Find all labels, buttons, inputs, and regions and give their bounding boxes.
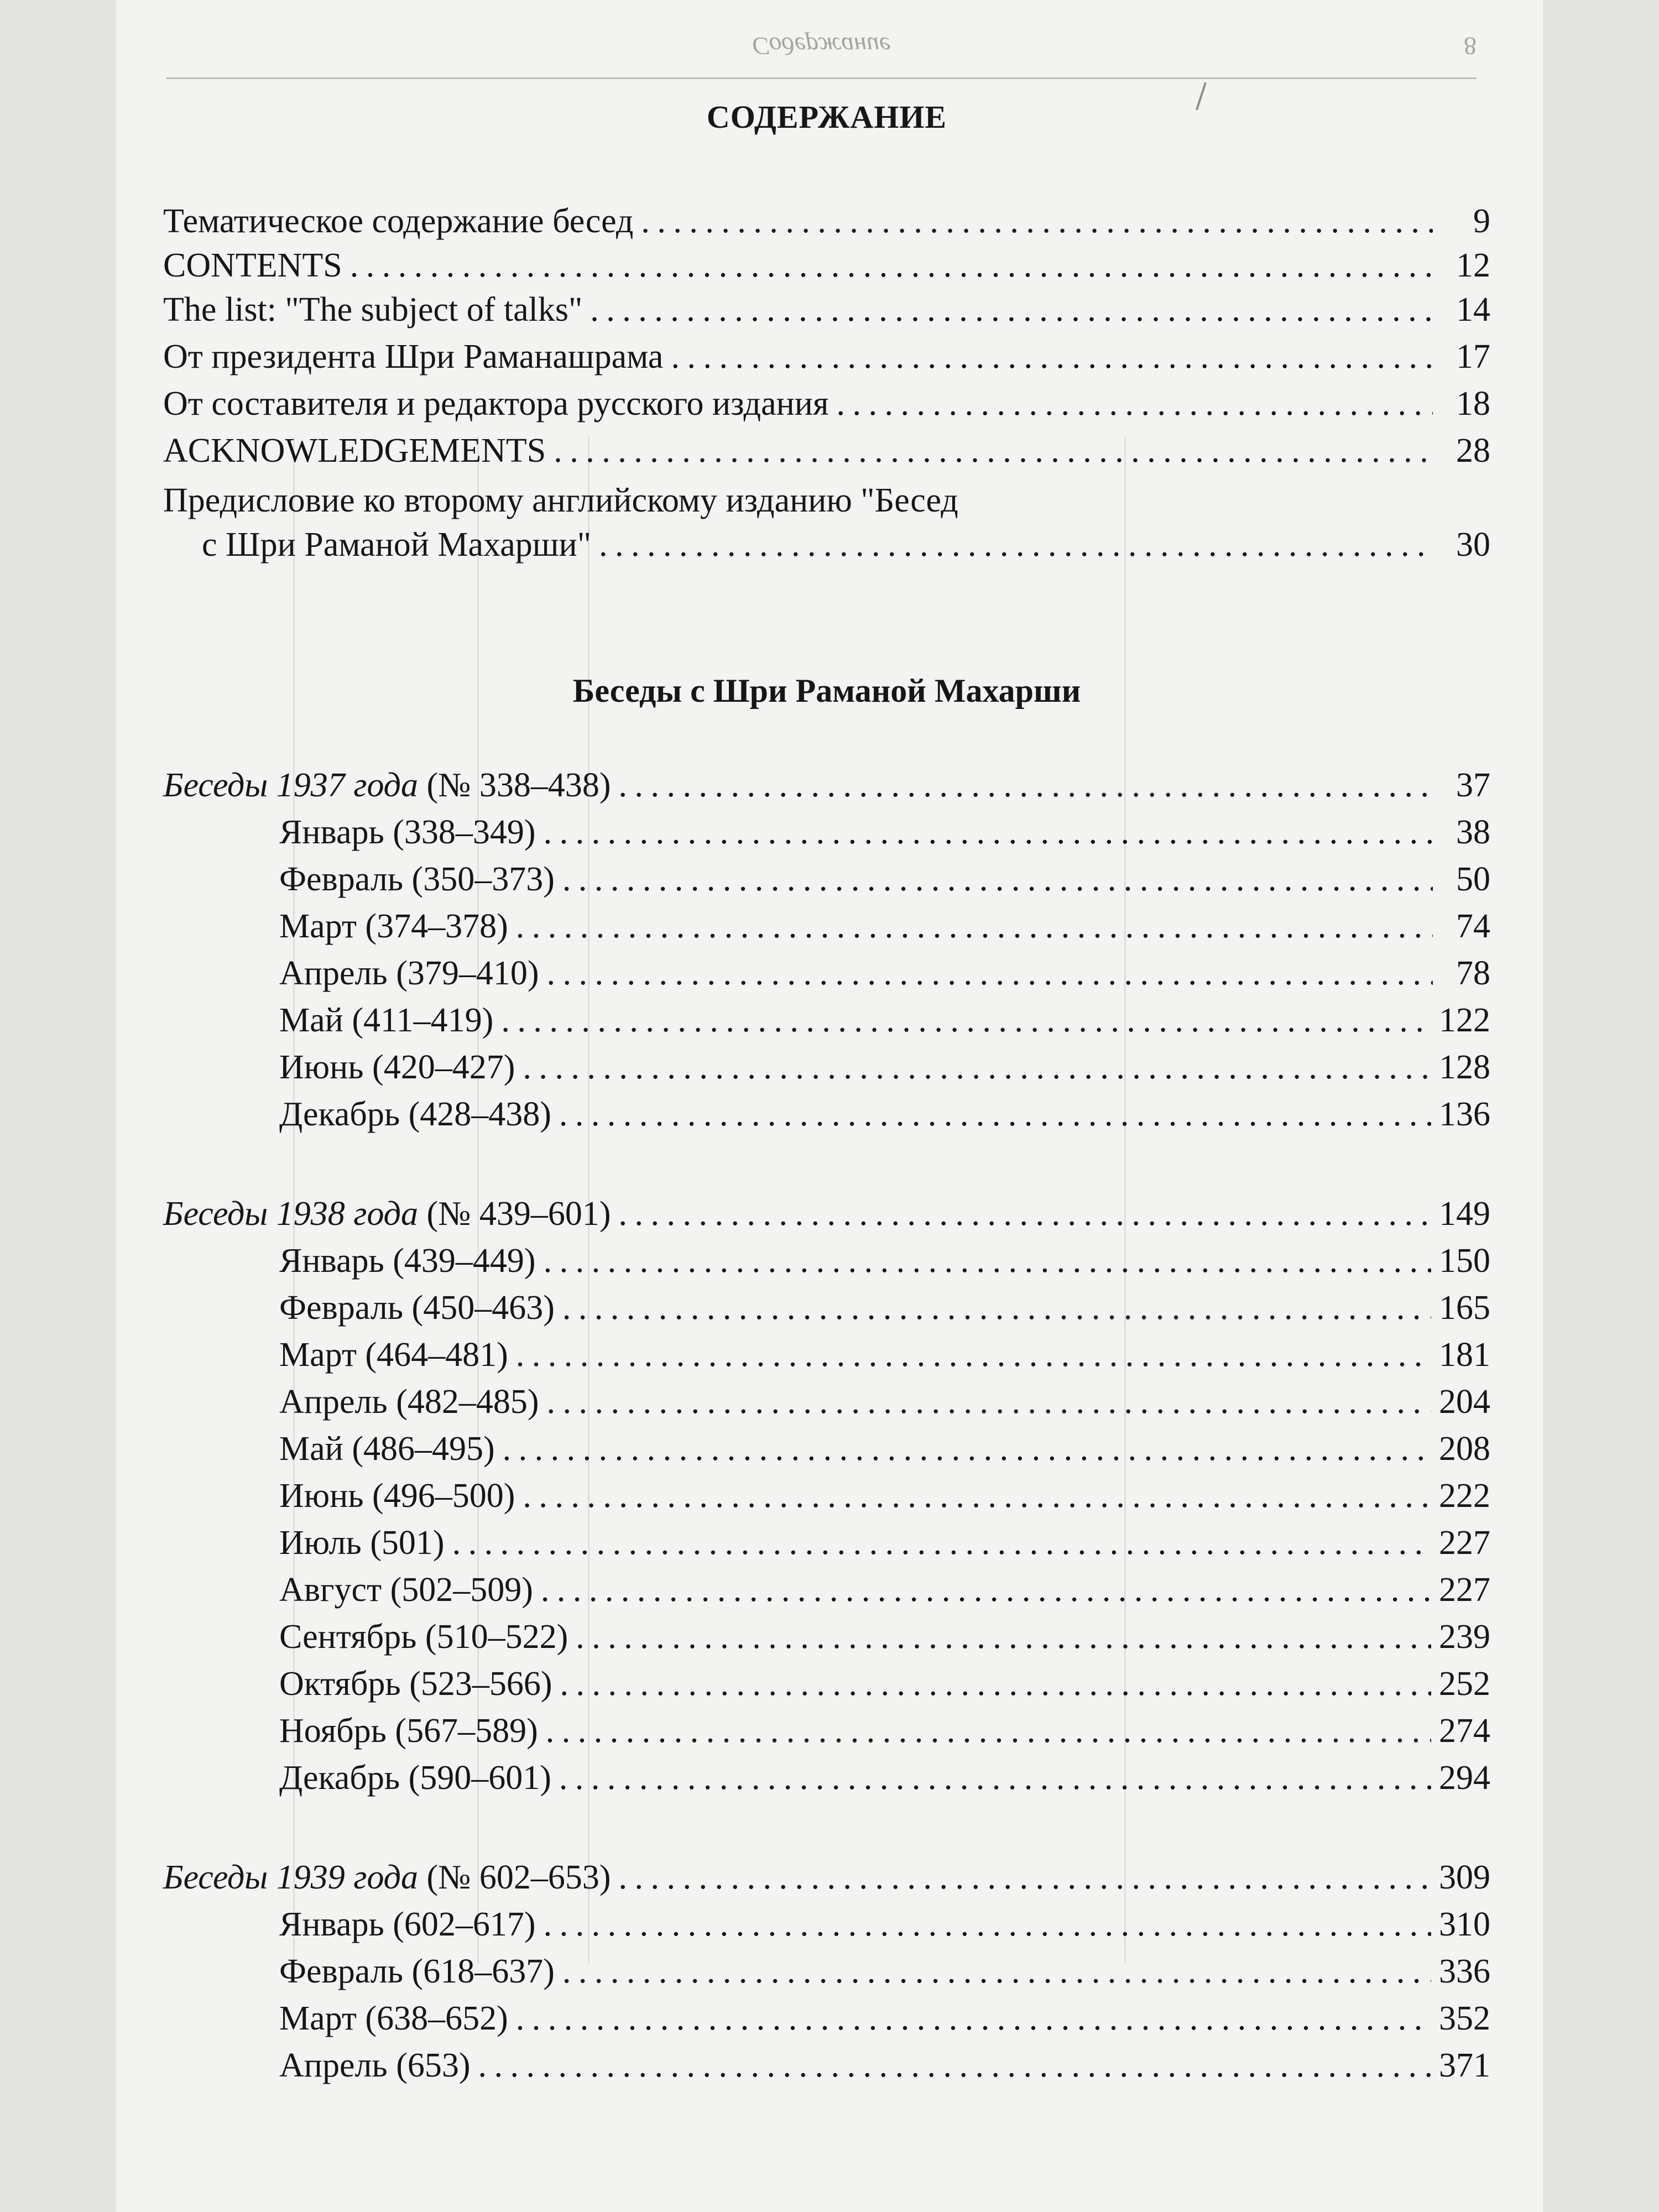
- toc-month-entry[interactable]: [163, 1662, 1490, 1706]
- toc-entry-page: 17: [1456, 338, 1490, 375]
- year-title: Беседы 1938 года: [163, 1195, 419, 1233]
- toc-entry[interactable]: [163, 335, 1490, 379]
- toc-year-entry[interactable]: [163, 1855, 1490, 1900]
- dot-leader: [523, 1045, 1431, 1089]
- toc-month-entry[interactable]: [163, 1756, 1490, 1800]
- toc-month-entry[interactable]: [163, 1092, 1490, 1136]
- toc-month-entry[interactable]: [163, 810, 1490, 854]
- dot-leader: [544, 810, 1433, 854]
- toc-entry-label: Март (464–481): [279, 1336, 508, 1374]
- toc-entry-label: [163, 763, 611, 807]
- toc-entry-label: Декабрь (590–601): [279, 1759, 551, 1797]
- toc-entry-page: 222: [1439, 1477, 1490, 1515]
- dot-leader: [590, 288, 1433, 332]
- toc-entry-page: 352: [1439, 2000, 1490, 2037]
- toc-entry-label: CONTENTS: [163, 247, 342, 284]
- toc-month-entry[interactable]: [163, 1286, 1490, 1330]
- dot-leader: [619, 1192, 1432, 1236]
- toc-year-entry[interactable]: [163, 1192, 1490, 1236]
- toc-entry-page: 371: [1439, 2047, 1490, 2084]
- dot-leader: [516, 904, 1433, 948]
- toc-entry-label: с Шри Раманой Махарши": [202, 526, 592, 564]
- toc-month-entry[interactable]: [163, 1380, 1490, 1424]
- toc-entry-page: 9: [1473, 202, 1490, 240]
- book-page: [116, 0, 1543, 2212]
- header-rule: [166, 77, 1477, 79]
- toc-entry-label: Апрель (653): [279, 2047, 471, 2084]
- year-title: Беседы 1937 года: [163, 766, 419, 804]
- toc-entry-label: Май (411–419): [279, 1001, 494, 1039]
- running-head-page-number: 8: [1464, 32, 1477, 60]
- dot-leader: [562, 857, 1433, 901]
- toc-month-entry[interactable]: [163, 1239, 1490, 1283]
- toc-entry-label: Июнь (420–427): [279, 1048, 515, 1086]
- year-range: (№ 602–653): [418, 1859, 611, 1896]
- dot-leader: [619, 763, 1433, 807]
- toc-entry-label: Август (502–509): [279, 1571, 533, 1609]
- toc-entry-page: 294: [1439, 1759, 1490, 1797]
- toc-entry-label: Январь (338–349): [279, 813, 536, 851]
- dot-leader: [559, 1092, 1431, 1136]
- toc-entry-page: 336: [1439, 1953, 1490, 1990]
- toc-entry-label: Январь (439–449): [279, 1242, 536, 1280]
- running-head-mirrored: [166, 22, 1477, 61]
- toc-entry[interactable]: [163, 199, 1490, 243]
- toc-entry-page: 227: [1439, 1571, 1490, 1609]
- dot-leader: [501, 998, 1431, 1042]
- dot-leader: [836, 382, 1433, 426]
- toc-entry-label: Февраль (350–373): [279, 860, 555, 898]
- toc-month-entry[interactable]: [163, 904, 1490, 948]
- toc-entry-page: 252: [1439, 1665, 1490, 1703]
- dot-leader: [523, 1474, 1431, 1518]
- toc-entry-page: 14: [1456, 291, 1490, 328]
- dot-leader: [452, 1521, 1431, 1565]
- toc-entry-page: 30: [1456, 526, 1490, 564]
- toc-month-entry[interactable]: [163, 1996, 1490, 2041]
- toc-month-entry[interactable]: [163, 1474, 1490, 1518]
- toc-entry-label: Март (638–652): [279, 2000, 508, 2037]
- toc-entry[interactable]: [163, 429, 1490, 473]
- toc-entry-label: От составителя и редактора русского издания: [163, 385, 829, 422]
- toc-entry-page: 136: [1439, 1095, 1490, 1133]
- toc-entry-page: 239: [1439, 1618, 1490, 1656]
- dot-leader: [503, 1427, 1431, 1471]
- toc-entry-label: Октябрь (523–566): [279, 1665, 552, 1703]
- year-title: Беседы 1939 года: [163, 1859, 419, 1896]
- toc-entry-page: 309: [1439, 1859, 1490, 1896]
- dot-leader: [641, 199, 1433, 243]
- toc-entry-page: 208: [1439, 1430, 1490, 1468]
- dot-leader: [546, 1709, 1431, 1753]
- toc-entry-page: 310: [1439, 1906, 1490, 1943]
- section-heading: Беседы с Шри Раманой Махарши: [572, 672, 1081, 709]
- toc-entry[interactable]: [163, 288, 1490, 332]
- dot-leader: [559, 1756, 1431, 1800]
- running-head-title: Содержание: [752, 32, 891, 60]
- toc-entry-label: Февраль (450–463): [279, 1289, 555, 1327]
- toc-entry-label: Апрель (379–410): [279, 954, 539, 992]
- toc-entry-page: 227: [1439, 1524, 1490, 1562]
- toc-entry-label: Апрель (482–485): [279, 1383, 539, 1421]
- toc-month-entry[interactable]: [163, 1902, 1490, 1947]
- dot-leader: [516, 1333, 1431, 1377]
- toc-month-entry[interactable]: [163, 1568, 1490, 1612]
- toc-entry-preface-line1[interactable]: Предисловие ко второму английскому изданию "Бесед: [163, 482, 958, 519]
- toc-entry-page: 274: [1439, 1712, 1490, 1750]
- toc-year-entry[interactable]: [163, 763, 1490, 807]
- toc-month-entry[interactable]: [163, 998, 1490, 1042]
- toc-entry-page: 122: [1439, 1001, 1490, 1039]
- toc-month-entry[interactable]: [163, 857, 1490, 901]
- toc-entry-label: Март (374–378): [279, 907, 508, 945]
- toc-month-entry[interactable]: [163, 1709, 1490, 1753]
- dot-leader: [541, 1568, 1431, 1612]
- toc-month-entry[interactable]: [163, 1427, 1490, 1471]
- dot-leader: [562, 1949, 1431, 1994]
- toc-entry-label: Февраль (618–637): [279, 1953, 555, 1990]
- toc-entry-page: 181: [1439, 1336, 1490, 1374]
- toc-entry-label: Декабрь (428–438): [279, 1095, 551, 1133]
- toc-entry-label: Январь (602–617): [279, 1906, 536, 1943]
- toc-entry-page: 128: [1439, 1048, 1490, 1086]
- toc-entry-page: 50: [1456, 860, 1490, 898]
- dot-leader: [671, 335, 1433, 379]
- toc-entry-page: 149: [1439, 1195, 1490, 1233]
- year-range: (№ 338–438): [418, 766, 611, 804]
- toc-entry-page: 12: [1456, 247, 1490, 284]
- toc-entry-page: 204: [1439, 1383, 1490, 1421]
- dot-leader: [560, 1662, 1432, 1706]
- toc-entry-label: Июль (501): [279, 1524, 445, 1562]
- toc-month-entry[interactable]: [163, 1521, 1490, 1565]
- dot-leader: [562, 1286, 1431, 1330]
- toc-entry-label: Июнь (496–500): [279, 1477, 515, 1515]
- toc-entry-label: The list: "The subject of talks": [163, 291, 583, 328]
- toc-entry-preface[interactable]: [163, 523, 1490, 567]
- dot-leader: [546, 1380, 1431, 1424]
- toc-entry-label: Май (486–495): [279, 1430, 495, 1468]
- toc-month-entry[interactable]: [163, 2043, 1490, 2088]
- dot-leader: [599, 523, 1433, 567]
- toc-month-entry[interactable]: [163, 1333, 1490, 1377]
- dot-leader: [546, 951, 1433, 995]
- dot-leader: [478, 2043, 1431, 2088]
- toc-entry[interactable]: [163, 243, 1490, 288]
- toc-entry[interactable]: [163, 382, 1490, 426]
- toc-title: СОДЕРЖАНИЕ: [706, 99, 947, 135]
- dot-leader: [544, 1239, 1431, 1283]
- toc-entry-label: [163, 1855, 611, 1900]
- dot-leader: [350, 243, 1433, 288]
- toc-entry-label: ACKNOWLEDGEMENTS: [163, 432, 546, 469]
- toc-entry-page: 74: [1456, 907, 1490, 945]
- toc-entry-label: Ноябрь (567–589): [279, 1712, 538, 1750]
- toc-month-entry[interactable]: [163, 1949, 1490, 1994]
- dot-leader: [544, 1902, 1431, 1947]
- toc-month-entry[interactable]: [163, 1045, 1490, 1089]
- dot-leader: [619, 1855, 1432, 1900]
- toc-month-entry[interactable]: [163, 1615, 1490, 1659]
- toc-entry-page: 165: [1439, 1289, 1490, 1327]
- toc-entry-page: 37: [1456, 766, 1490, 804]
- toc-entry-page: 18: [1456, 385, 1490, 422]
- toc-month-entry[interactable]: [163, 951, 1490, 995]
- toc-entry-page: 28: [1456, 432, 1490, 469]
- toc-entry-label: [163, 1192, 611, 1236]
- toc-entry-label: От президента Шри Раманашрама: [163, 338, 664, 375]
- toc-entry-label: Сентябрь (510–522): [279, 1618, 568, 1656]
- year-range: (№ 439–601): [418, 1195, 611, 1233]
- toc-entry-page: 78: [1456, 954, 1490, 992]
- toc-entry-label: Тематическое содержание бесед: [163, 202, 634, 240]
- toc-entry-page: 38: [1456, 813, 1490, 851]
- dot-leader: [554, 429, 1433, 473]
- dot-leader: [576, 1615, 1431, 1659]
- toc-entry-page: 150: [1439, 1242, 1490, 1280]
- dot-leader: [516, 1996, 1431, 2041]
